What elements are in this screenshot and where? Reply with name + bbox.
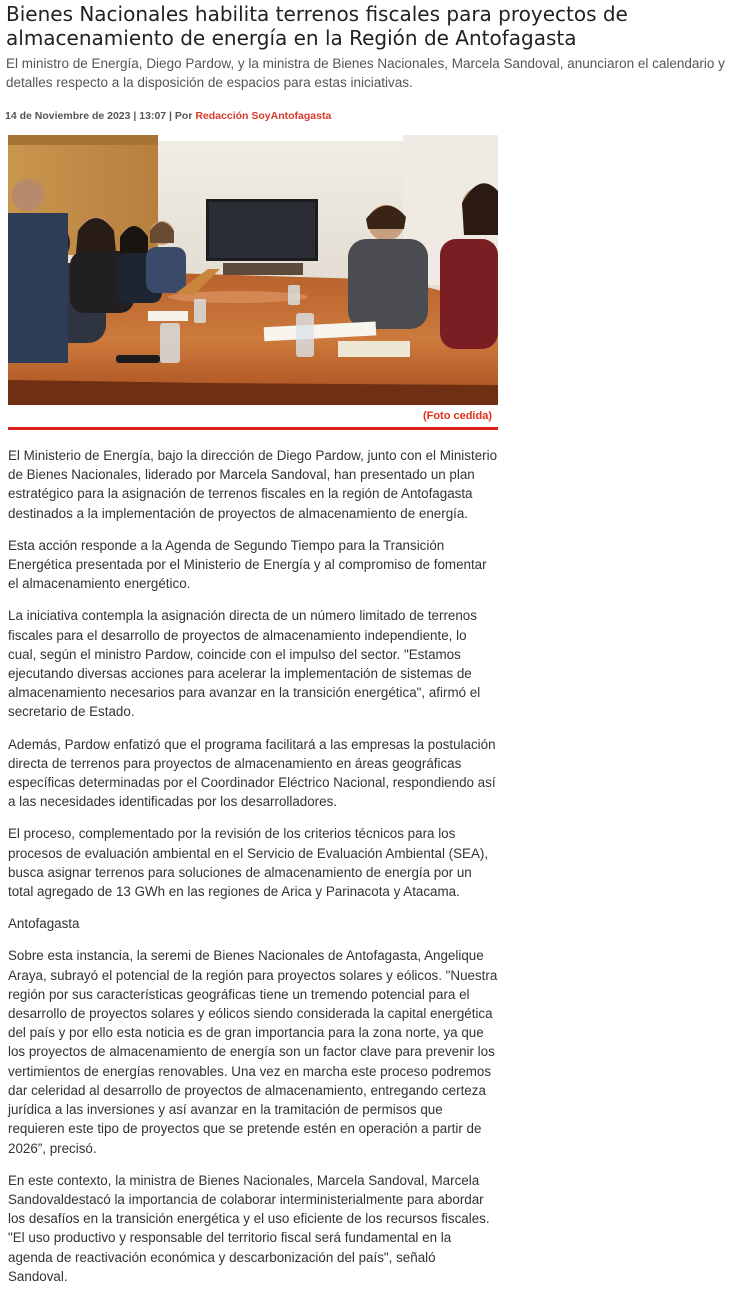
article-photo [8,135,498,430]
article-paragraph: El Ministerio de Energía, bajo la dirección de Diego Pardow, junto con el Ministerio de Bienes Nacionales, liderado por Marcela Sandoval, han presentado un plan estratégico para la asignación de terrenos fiscales en la región de Antofagasta destinados a la implementación de proyectos de almacenamiento de energía. [8,448,498,521]
article-paragraph: Esta acción responde a la Agenda de Segundo Tiempo para la Transición Energética presentada por el Ministerio de Energía y al compromiso de fomentar el almacenamiento energético. [8,537,487,592]
article-time: 13:07 [139,110,167,122]
article-paragraph: En este contexto, la ministra de Bienes Nacionales, Marcela Sandoval, Marcela Sandovaldestacó la importancia de colaborar interministerialmente para abordar los desafíos en la transición energética y el uso eficiente de los recursos fiscales. "El uso productivo y responsable del territorio fiscal será fundamental en la agenda de reactivación económica y descarbonización del país", señaló Sandoval. [8,1172,490,1284]
article-paragraph: El proceso, complementado por la revisión de los criterios técnicos para los procesos de evaluación ambiental en el Servicio de Evaluación Ambiental (SEA), busca asignar terrenos para soluciones de almacenamiento de energía por un total agregado de 13 GWh en las regiones de Arica y Parinacota y Atacama. [8,826,489,900]
article-paragraph: La iniciativa contempla la asignación directa de un número limitado de terrenos fiscales para el desarrollo de proyectos de almacenamiento independiente, lo cual, según el ministro Pardow, coincide con el impulso del sector. "Estamos ejecutando diversas acciones para acelerar la implementación de sistemas de almacenamiento necesarios para avanzar en la transición energética", afirmó el secretario de Estado. [8,608,481,720]
article-date: 14 de Noviembre de 2023 [5,110,131,122]
article-author-link[interactable]: Redacción SoyAntofagasta [195,110,332,122]
article-paragraph: Sobre esta instancia, la seremi de Bienes Nacionales de Antofagasta, Angelique Araya, subrayó el potencial de la región para proyectos solares y eólicos. "Nuestra región por sus características geográficas tiene un tremendo potencial para el desarrollo de proyectos solares y eólicos siendo considerada la capital energética del país y por ello esta noticia es de gran importancia para la zona norte, ya que los proyectos de almacenamiento de energía son un factor clave para prevenir los vertimientos de energías renovables. Una vez en marcha este proceso podremos dar celeridad al desarrollo de proyectos de almacenamiento, entregando certeza jurídica a las inversiones y así avanzar en la tramitación de permisos que requieren este tipo de proyectos que se pretende estén en operación a partir de 2026”, precisó. [8,948,498,1156]
article-paragraph: Además, Pardow enfatizó que el programa facilitará a las empresas la postulación directa de terrenos para proyectos de almacenamiento en áreas geográficas específicas determinadas por el Coordinador Eléctrico Nacional, respondiendo así a las necesidades identificadas por los desarrolladores. [8,736,496,810]
photo-caption: (Foto cedida) [422,410,492,422]
article-meta: 14 de Noviembre de 2023 | 13:07 | Por Redacción SoyAntofagasta [5,110,332,122]
article-body [8,446,498,1299]
article-lead: El ministro de Energía, Diego Pardow, y la ministra de Bienes Nacionales, Marcela Sandoval, anunciaron el calendario y detalles respecto a la disposición de espacios para estas iniciativas. [6,56,725,90]
article-title: Bienes Nacionales habilita terrenos fiscales para proyectos de almacenamiento de energía en la Región de Antofagasta [6,2,628,50]
article-by: Por [174,110,193,122]
meeting-room-image [8,135,498,405]
article-subheading: Antofagasta [8,916,80,932]
